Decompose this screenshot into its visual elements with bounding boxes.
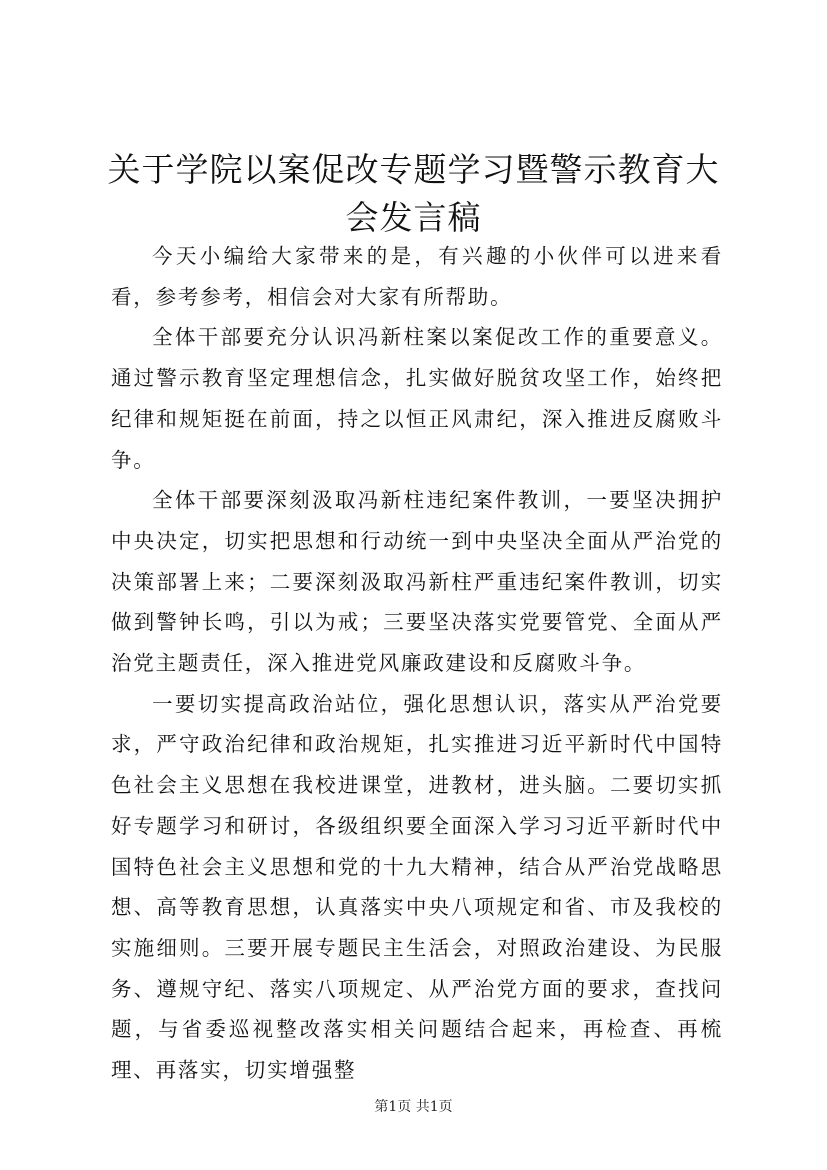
paragraph-requirements: 一要切实提高政治站位，强化思想认识，落实从严治党要求，严守政治纪律和政治规矩，扎实推进习近平新时代中国特色社会主义思想在我校进课堂，进教材，进头脑。二要切实抓好专题学习和研讨，各级组织要全面深入学习习近平新时代中国特色社会主义思想和党的十九大精神，结合从严治党战略思想、高等教育思想，认真落实中央八项规定和省、市及我校的实施细则。三要开展专题民主生活会，对照政治建设、为民服务、遵规守纪、落实八项规定、从严治党方面的要求，查找问题，与省委巡视整改落实相关问题结合起来，再检查、再梳理、再落实，切实增强整 <box>111 691 723 1083</box>
document-title: 关于学院以案促改专题学习暨警示教育大会发言稿 <box>107 150 720 237</box>
paragraph-significance: 全体干部要充分认识冯新柱案以案促改工作的重要意义。通过警示教育坚定理想信念，扎实做好脱贫攻坚工作，始终把纪律和规矩挺在前面，持之以恒正风肃纪，深入推进反腐败斗争。 <box>111 325 723 472</box>
document-body <box>111 236 723 1091</box>
page-number-footer: 第1页 共1页 <box>374 1099 453 1115</box>
paragraph-intro: 今天小编给大家带来的是，有兴趣的小伙伴可以进来看看，参考参考，相信会对大家有所帮助。 <box>111 244 723 309</box>
paragraph-lessons: 全体干部要深刻汲取冯新柱违纪案件教训，一要坚决拥护中央决定，切实把思想和行动统一到中央坚决全面从严治党的决策部署上来；二要深刻汲取冯新柱严重违纪案件教训，切实做到警钟长鸣，引以为戒；三要坚决落实党要管党、全面从严治党主题责任，深入推进党风廉政建设和反腐败斗争。 <box>111 488 723 676</box>
